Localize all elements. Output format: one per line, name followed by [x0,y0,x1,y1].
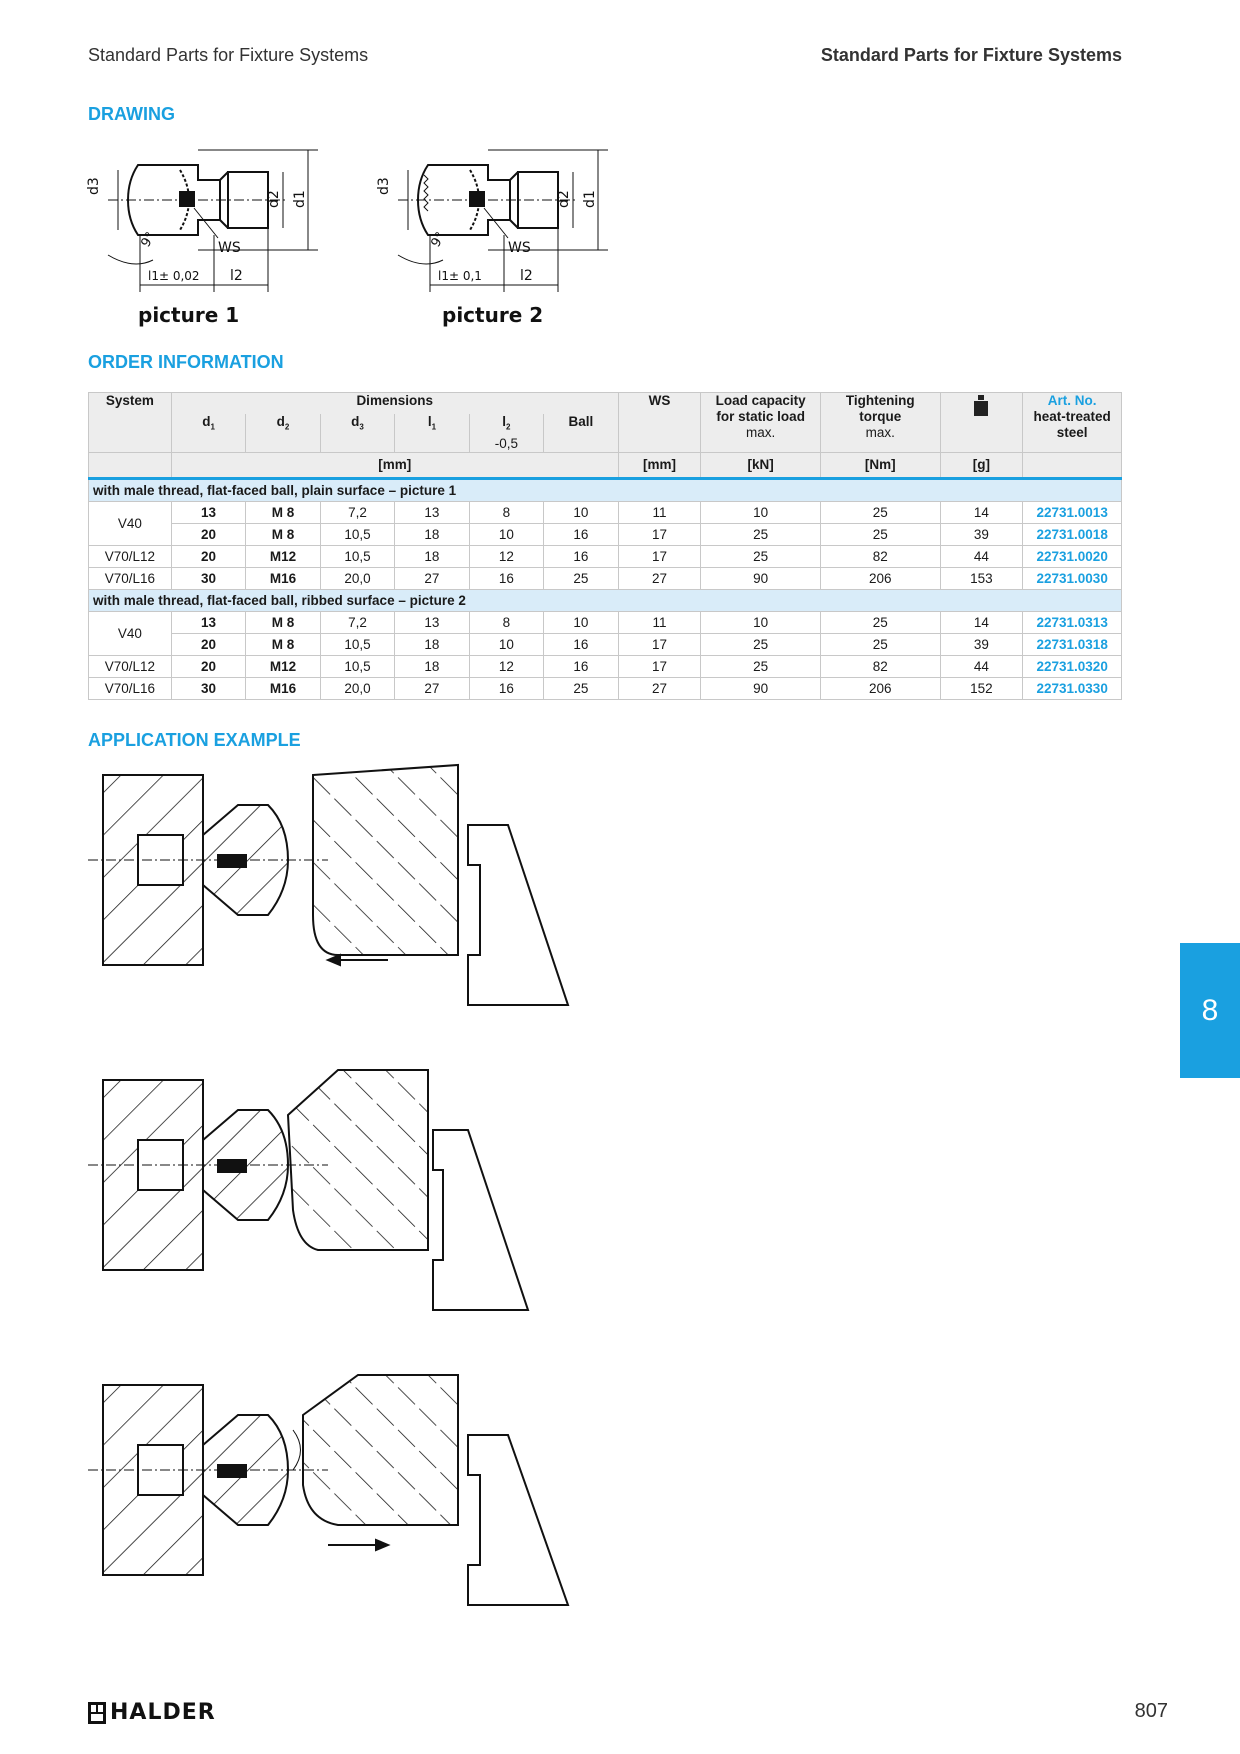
cell-d1: 30 [171,677,245,699]
cell-d2: M 8 [246,501,320,523]
th-torque-label: Tightening torque [845,393,915,424]
part-drawing-1 [108,150,318,292]
halder-logo [88,1700,216,1725]
cell-d1: 13 [171,501,245,523]
cell-d3: 10,5 [320,523,394,545]
cell-art[interactable]: 22731.0018 [1023,523,1122,545]
cell-art[interactable]: 22731.0320 [1023,655,1122,677]
application-drawing [88,765,588,1630]
application-scene-1 [88,765,568,1005]
cell-d2: M16 [246,677,320,699]
picture-1-label: picture 1 [138,303,240,327]
cell-weight: 14 [940,611,1023,633]
section-title-order: ORDER INFORMATION [88,352,284,372]
cell-art[interactable]: 22731.0313 [1023,611,1122,633]
cell-art[interactable]: 22731.0013 [1023,501,1122,523]
cell-l2: 8 [469,501,543,523]
table-row [89,523,1122,545]
cell-art[interactable]: 22731.0330 [1023,677,1122,699]
halder-logo-text: HALDER [110,1700,216,1725]
th-d1: $d_1$ [171,414,245,452]
cell-ball: 10 [544,611,618,633]
cell-l1: 18 [395,523,469,545]
label-l2-1: l2 [230,268,243,284]
cell-l2: 12 [469,655,543,677]
cell-ball: 16 [544,655,618,677]
th-l1: $l_1$ [395,414,469,452]
cell-ws: 27 [618,677,701,699]
label-l1-2: l1± 0,1 [438,269,482,283]
th-unit-kn: [kN] [701,452,821,478]
cell-load: 25 [701,655,821,677]
th-unit-nm: [Nm] [820,452,940,478]
th-unit-g: [g] [940,452,1023,478]
cell-weight: 39 [940,523,1023,545]
cell-d3: 20,0 [320,677,394,699]
table-row [89,633,1122,655]
table-row [89,501,1122,523]
th-load-label: Load capacity for static load [715,393,806,424]
cell-l2: 12 [469,545,543,567]
cell-ball: 16 [544,545,618,567]
cell-d1: 13 [171,611,245,633]
cell-torque: 25 [820,501,940,523]
cell-d3: 10,5 [320,655,394,677]
cell-l1: 27 [395,677,469,699]
label-d1-1: d1 [292,190,308,208]
cell-d2: M16 [246,567,320,589]
cell-d2: M 8 [246,633,320,655]
th-art [1023,393,1122,453]
cell-d2: M 8 [246,611,320,633]
th-unit-system [89,452,172,478]
cell-ball: 25 [544,567,618,589]
header-left-title: Standard Parts for Fixture Systems [88,45,369,65]
cell-weight: 152 [940,677,1023,699]
label-angle-2: 9° [428,229,449,250]
table-row [89,677,1122,699]
cell-l2: 8 [469,611,543,633]
th-weight [940,393,1023,453]
cell-load: 10 [701,611,821,633]
cell-d3: 7,2 [320,611,394,633]
table-row [89,545,1122,567]
table-row [89,611,1122,633]
section-title-drawing: DRAWING [88,104,175,124]
cell-d1: 30 [171,567,245,589]
cell-ball: 25 [544,677,618,699]
cell-l2: 16 [469,567,543,589]
th-system: System [89,393,172,453]
cell-d1: 20 [171,523,245,545]
cell-torque: 206 [820,677,940,699]
cell-d1: 20 [171,633,245,655]
label-d1-2: d1 [582,190,598,208]
cell-art[interactable]: 22731.0030 [1023,567,1122,589]
th-unit-ws: [mm] [618,452,701,478]
cell-weight: 153 [940,567,1023,589]
cell-torque: 82 [820,545,940,567]
cell-load: 25 [701,523,821,545]
cell-torque: 82 [820,655,940,677]
th-ws: WS [618,393,701,453]
technical-drawing [88,140,708,305]
cell-weight: 44 [940,545,1023,567]
cell-ws: 17 [618,523,701,545]
label-angle-1: 9° [138,229,159,250]
label-d3-2: d3 [376,177,392,195]
cell-system: V70/L16 [89,677,172,699]
th-art-sub: heat-treated steel [1033,409,1111,440]
cell-system: V40 [89,611,172,655]
cell-weight: 39 [940,633,1023,655]
weight-icon [972,393,990,417]
cell-ball: 16 [544,523,618,545]
cell-torque: 206 [820,567,940,589]
th-unit-mm: [mm] [171,452,618,478]
cell-load: 90 [701,567,821,589]
cell-art[interactable]: 22731.0318 [1023,633,1122,655]
cell-d3: 7,2 [320,501,394,523]
application-scene-3 [88,1375,568,1605]
chapter-tab[interactable]: 8 [1180,943,1240,1078]
cell-ws: 11 [618,501,701,523]
label-d3-1: d3 [86,177,102,195]
cell-ws: 27 [618,567,701,589]
table-row [89,567,1122,589]
cell-d3: 20,0 [320,567,394,589]
section-title-application: APPLICATION EXAMPLE [88,730,301,750]
label-ws-2: WS [508,240,531,256]
cell-d3: 10,5 [320,545,394,567]
cell-ws: 17 [618,633,701,655]
cell-system: V70/L16 [89,567,172,589]
cell-l1: 18 [395,655,469,677]
cell-d2: M12 [246,655,320,677]
halder-logo-icon [88,1702,106,1724]
cell-weight: 44 [940,655,1023,677]
cell-system: V40 [89,501,172,545]
cell-l1: 27 [395,567,469,589]
cell-torque: 25 [820,611,940,633]
cell-weight: 14 [940,501,1023,523]
order-table-body [89,478,1122,699]
group-header-row [89,478,1122,501]
cell-l2: 10 [469,523,543,545]
header-right-title: Standard Parts for Fixture Systems [820,45,1122,65]
group-title: with male thread, flat-faced ball, plain surface – picture 1 [89,478,1122,501]
cell-d1: 20 [171,655,245,677]
label-l2-2: l2 [520,268,533,284]
label-l1-1: l1± 0,02 [148,269,200,283]
cell-load: 10 [701,501,821,523]
cell-ws: 17 [618,545,701,567]
application-svg [88,765,588,1625]
th-torque [820,393,940,453]
cell-ws: 17 [618,655,701,677]
cell-d1: 20 [171,545,245,567]
cell-system: V70/L12 [89,655,172,677]
table-row [89,655,1122,677]
cell-d2: M12 [246,545,320,567]
label-ws-1: WS [218,240,241,256]
label-d2-2: d2 [556,190,572,208]
group-header-row [89,589,1122,611]
cell-l2: 10 [469,633,543,655]
cell-torque: 25 [820,633,940,655]
th-l2: $l_2$ -0,5 [469,414,543,452]
application-scene-2 [88,1070,528,1310]
cell-l1: 13 [395,501,469,523]
cell-load: 25 [701,545,821,567]
th-unit-art [1023,452,1122,478]
th-ball: Ball [544,414,618,452]
th-dimensions: Dimensions [171,393,618,415]
page-number: 807 [1134,1700,1168,1722]
part-drawing-2 [398,150,608,292]
cell-ws: 11 [618,611,701,633]
picture-2-label: picture 2 [442,303,544,327]
th-load [701,393,821,453]
cell-art[interactable]: 22731.0020 [1023,545,1122,567]
cell-load: 25 [701,633,821,655]
cell-system: V70/L12 [89,545,172,567]
cell-d2: M 8 [246,523,320,545]
cell-ball: 16 [544,633,618,655]
th-d3: $d_3$ [320,414,394,452]
cell-l1: 13 [395,611,469,633]
label-d2-1: d2 [266,190,282,208]
cell-l1: 18 [395,545,469,567]
cell-torque: 25 [820,523,940,545]
th-d2: $d_2$ [246,414,320,452]
th-torque-max: max. [865,425,895,440]
cell-l1: 18 [395,633,469,655]
cell-ball: 10 [544,501,618,523]
th-art-label: Art. No. [1047,393,1097,408]
group-title: with male thread, flat-faced ball, ribbed surface – picture 2 [89,589,1122,611]
th-load-max: max. [746,425,776,440]
order-table [88,392,1122,700]
cell-load: 90 [701,677,821,699]
drawing-svg [88,140,708,300]
cell-l2: 16 [469,677,543,699]
cell-d3: 10,5 [320,633,394,655]
